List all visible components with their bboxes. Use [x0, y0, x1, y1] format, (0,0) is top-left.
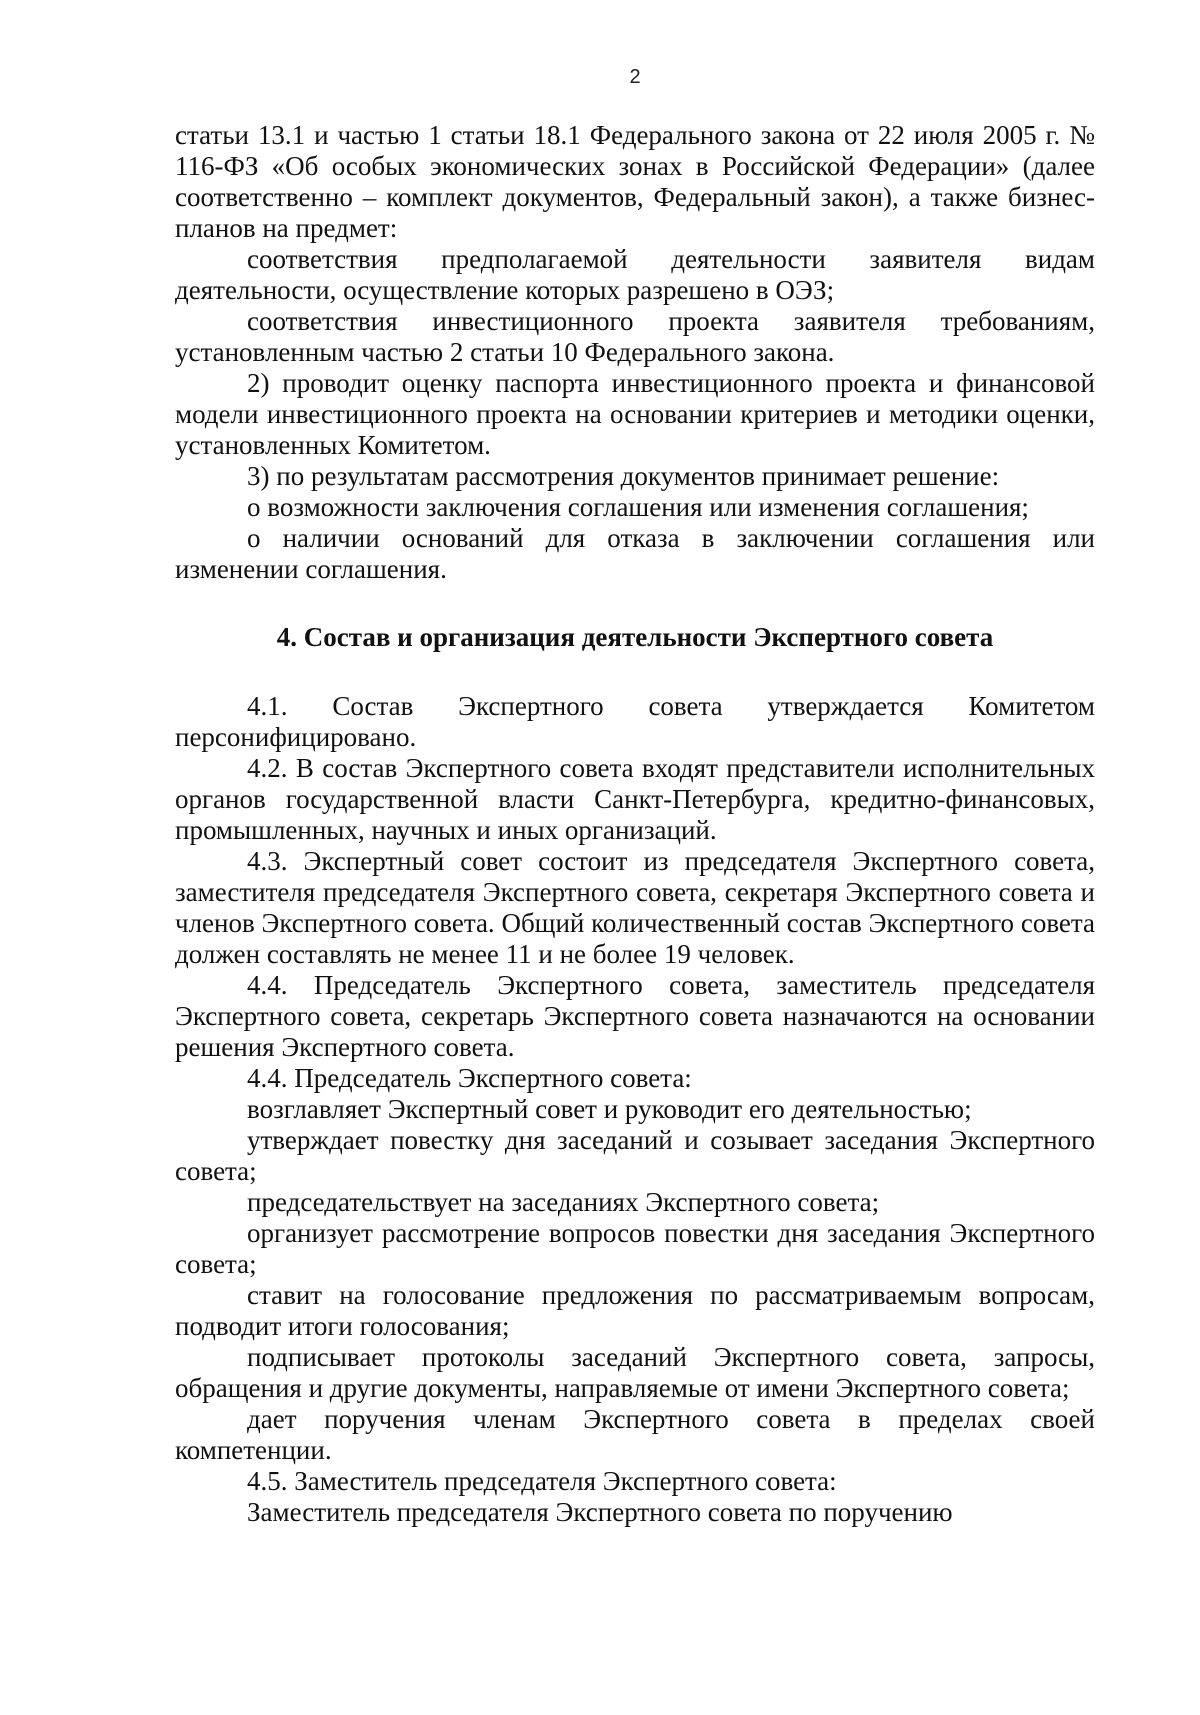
- document-body: [175, 120, 1095, 1528]
- paragraph: 4.2. В состав Экспертного совета входят представители исполнительных органов государственной власти Санкт-Петербурга, кредитно-финансовых, промышленных, научных и иных организаций.: [175, 753, 1095, 845]
- paragraph: утверждает повестку дня заседаний и созывает заседания Экспертного совета;: [175, 1125, 1095, 1186]
- paragraph: ставит на голосование предложения по рассматриваемым вопросам, подводит итоги голосования;: [175, 1280, 1095, 1341]
- paragraph: подписывает протоколы заседаний Экспертного совета, запросы, обращения и другие документы, направляемые от имени Экспертного совета;: [175, 1342, 1095, 1403]
- page-number: 2: [629, 66, 641, 88]
- paragraph: 2) проводит оценку паспорта инвестиционного проекта и финансовой модели инвестиционного проекта на основании критериев и методики оценки, установленных Комитетом.: [175, 368, 1095, 460]
- paragraph: 4.1. Состав Экспертного совета утверждается Комитетом персонифицировано.: [175, 691, 1095, 752]
- paragraph: соответствия предполагаемой деятельности заявителя видам деятельности, осуществление которых разрешено в ОЭЗ;: [175, 244, 1095, 305]
- paragraph: статьи 13.1 и частью 1 статьи 18.1 Федерального закона от 22 июля 2005 г. № 116-ФЗ «Об особых экономических зонах в Российской Федерации» (далее соответственно – комплект документов, Федеральный закон), а также бизнес-планов на предмет:: [175, 120, 1095, 243]
- paragraph: Заместитель председателя Экспертного совета по поручению: [247, 1497, 953, 1527]
- paragraph: 4.5. Заместитель председателя Экспертного совета:: [247, 1466, 837, 1496]
- paragraph: о наличии оснований для отказа в заключении соглашения или изменении соглашения.: [175, 523, 1095, 584]
- paragraph: о возможности заключения соглашения или изменения соглашения;: [247, 492, 1029, 522]
- paragraph: соответствия инвестиционного проекта заявителя требованиям, установленным частью 2 статьи 10 Федерального закона.: [175, 306, 1095, 367]
- paragraph: 4.4. Председатель Экспертного совета:: [247, 1063, 692, 1093]
- paragraph: 3) по результатам рассмотрения документов принимает решение:: [247, 461, 1000, 491]
- section-heading: 4. Состав и организация деятельности Экспертного совета: [276, 622, 994, 652]
- paragraph: возглавляет Экспертный совет и руководит его деятельностью;: [247, 1094, 972, 1124]
- paragraph: 4.3. Экспертный совет состоит из председателя Экспертного совета, заместителя председателя Экспертного совета, секретаря Экспертного совета и членов Экспертного совета. Общий количественный состав Экспертного совета должен составлять не менее 11 и не более 19 человек.: [175, 846, 1095, 969]
- paragraph: 4.4. Председатель Экспертного совета, заместитель председателя Экспертного совета, секретарь Экспертного совета назначаются на основании решения Экспертного совета.: [175, 970, 1095, 1062]
- paragraph: организует рассмотрение вопросов повестки дня заседания Экспертного совета;: [175, 1218, 1095, 1279]
- paragraph: дает поручения членам Экспертного совета в пределах своей компетенции.: [175, 1404, 1095, 1465]
- paragraph: председательствует на заседаниях Экспертного совета;: [247, 1187, 880, 1217]
